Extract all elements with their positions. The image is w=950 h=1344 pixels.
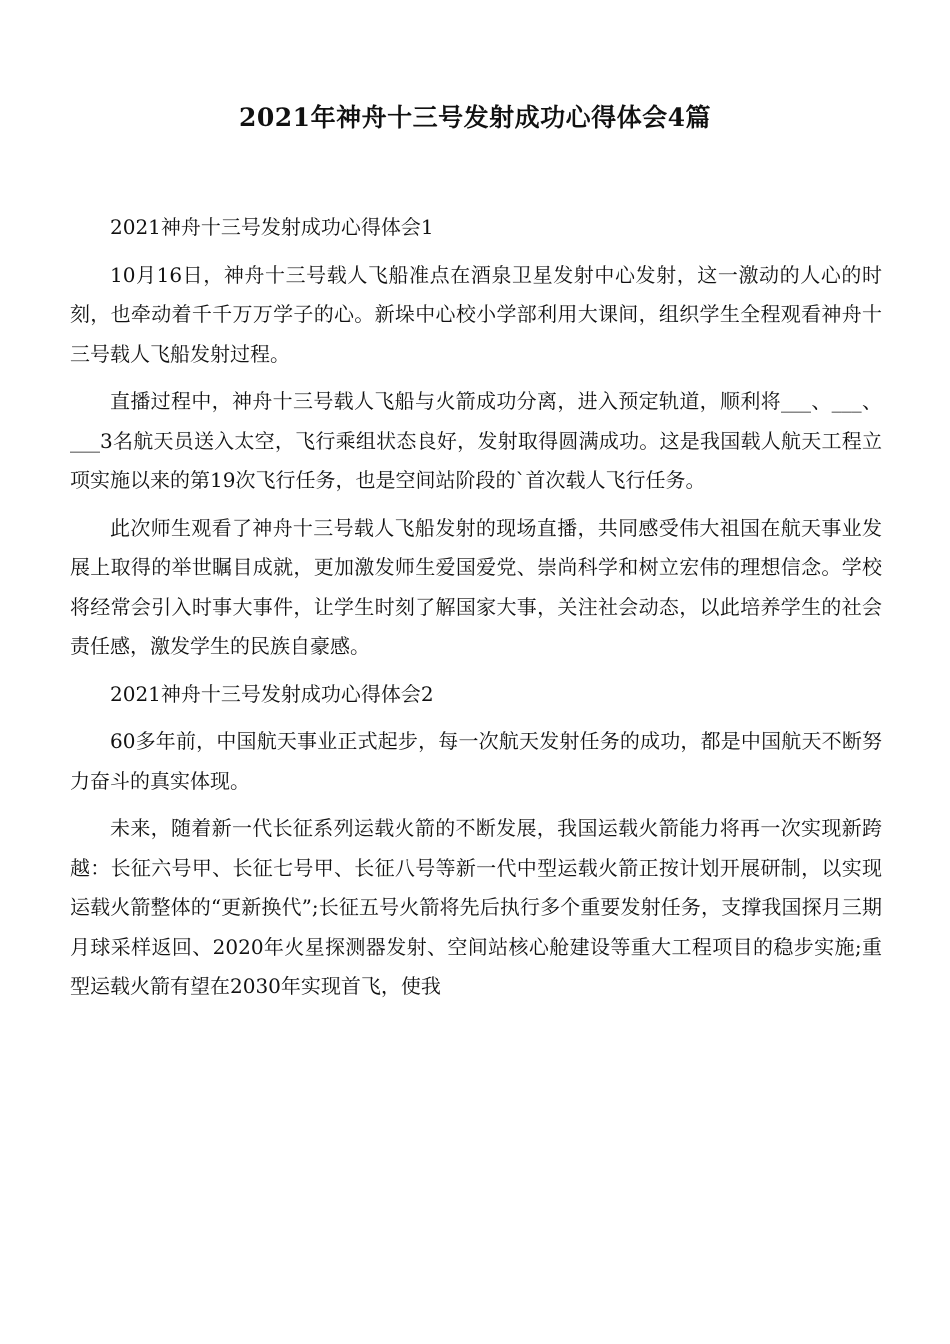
paragraph: 10月16日，神舟十三号载人飞船准点在酒泉卫星发射中心发射，这一激动的人心的时刻，也牵动着千千万万学子的心。新垛中心校小学部利用大课间，组织学生全程观看神舟十三号载人飞船发射过程。 [70,262,882,366]
section-heading-1: 2021神舟十三号发射成功心得体会1 [110,215,434,239]
document-title: 2021年神舟十三号发射成功心得体会4篇 [239,103,711,132]
paragraph: 此次师生观看了神舟十三号载人飞船发射的现场直播，共同感受伟大祖国在航天事业发展上取得的举世瞩目成就，更加激发师生爱国爱党、崇尚科学和树立宏伟的理想信念。学校将经常会引入时事大事件，让学生时刻了解国家大事，关注社会动态，以此培养学生的社会责任感，激发学生的民族自豪感。 [70,515,882,658]
paragraph: 直播过程中，神舟十三号载人飞船与火箭成功分离，进入预定轨道，顺利将___、___、___3名航天员送入太空，飞行乘组状态良好，发射取得圆满成功。这是我国载人航天工程立项实施以来的第19次飞行任务，也是空间站阶段的`首次载人飞行任务。 [70,389,882,492]
paragraph: 60多年前，中国航天事业正式起步，每一次航天发射任务的成功，都是中国航天不断努力奋斗的真实体现。 [70,729,882,793]
section-heading-2: 2021神舟十三号发射成功心得体会2 [110,681,434,706]
paragraph: 未来，随着新一代长征系列运载火箭的不断发展，我国运载火箭能力将再一次实现新跨越：长征六号甲、长征七号甲、长征八号等新一代中型运载火箭正按计划开展研制，以实现运载火箭整体的“更新换代”;长征五号火箭将先后执行多个重要发射任务，支撑我国探月三期月球采样返回、2020年火星探测器发射、空间站核心舱建设等重大工程项目的稳步实施;重型运载火箭有望在2030年实现首飞，使我 [70,816,882,998]
document-body [70,208,882,1015]
